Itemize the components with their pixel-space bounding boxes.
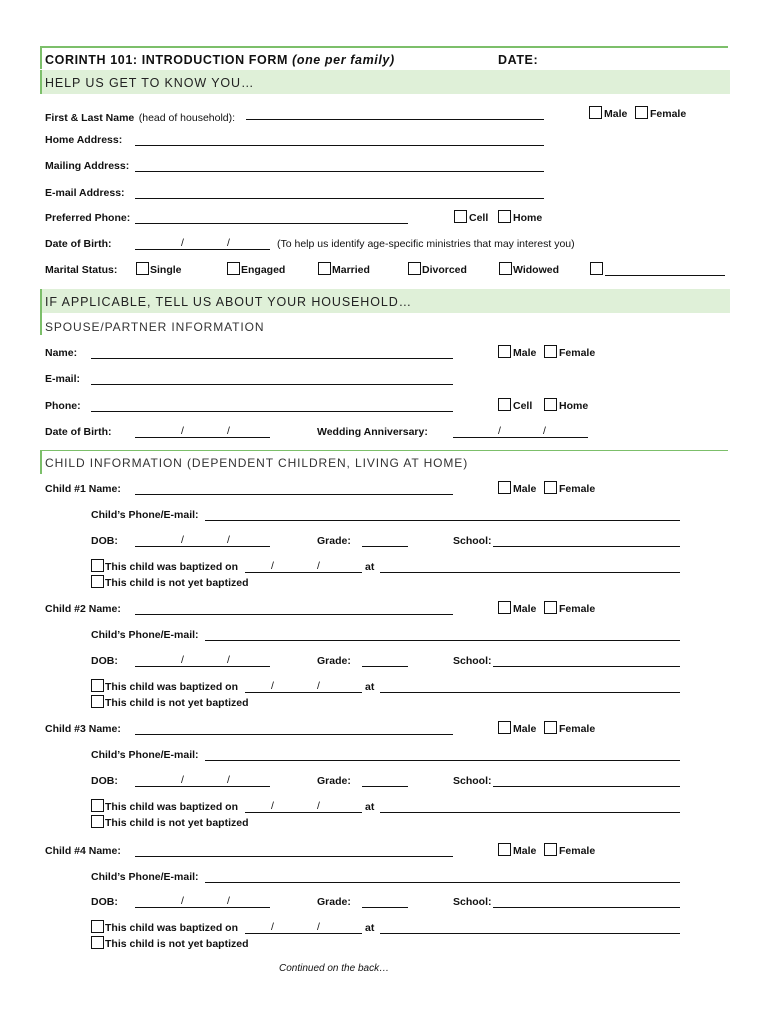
child-heading: CHILD INFORMATION (DEPENDENT CHILDREN, LIVING AT HOME) — [45, 456, 469, 470]
child-1-not-baptized-checkbox[interactable] — [91, 575, 104, 588]
marital-divorced-checkbox[interactable] — [408, 262, 421, 275]
child-4-school-field[interactable] — [493, 907, 680, 908]
home-address-field[interactable] — [135, 145, 544, 146]
child-1-baptized-place-field[interactable] — [380, 572, 680, 573]
child-1-phone-field[interactable] — [205, 520, 680, 521]
section-know-heading: HELP US GET TO KNOW YOU… — [45, 76, 255, 90]
form-title — [45, 53, 395, 67]
child-1-dob-field[interactable] — [135, 546, 270, 547]
email-address-label: E-mail Address: — [45, 187, 125, 199]
marital-widowed-label: Widowed — [513, 264, 559, 276]
child-2-baptized-label: This child was baptized on — [105, 681, 239, 693]
head-dob-slash-2: / — [227, 237, 230, 249]
child-2-at-label: at — [365, 681, 375, 693]
child-1-not-baptized-label: This child is not yet baptized — [105, 577, 249, 589]
child-1-baptized-date-field[interactable] — [245, 572, 362, 573]
child-4-baptized-slash-2: / — [317, 921, 320, 933]
head-name-label — [45, 108, 235, 126]
anniversary-slash-1: / — [498, 425, 501, 437]
child-4-female-checkbox[interactable] — [544, 843, 557, 856]
child-4-dob-slash-2: / — [227, 895, 230, 907]
child-3-grade-label: Grade: — [317, 775, 351, 787]
child-1-male-label: Male — [513, 483, 537, 495]
child-2-not-baptized-checkbox[interactable] — [91, 695, 104, 708]
marital-single-label: Single — [150, 264, 182, 276]
child-1-dob-slash-1: / — [181, 534, 184, 546]
marital-engaged-label: Engaged — [241, 264, 286, 276]
continued-note: Continued on the back… — [279, 963, 390, 974]
child-4-grade-label: Grade: — [317, 896, 351, 908]
child-1-school-label: School: — [453, 535, 492, 547]
spouse-name-field[interactable] — [91, 358, 453, 359]
marital-married-checkbox[interactable] — [318, 262, 331, 275]
spouse-home-label: Home — [559, 400, 589, 412]
child-3-male-checkbox[interactable] — [498, 721, 511, 734]
child-1-female-label: Female — [559, 483, 596, 495]
child-1-baptized-label: This child was baptized on — [105, 561, 239, 573]
spouse-home-checkbox[interactable] — [544, 398, 557, 411]
child-4-dob-slash-1: / — [181, 895, 184, 907]
child-2-phone-field[interactable] — [205, 640, 680, 641]
child-1-baptized-slash-1: / — [271, 560, 274, 572]
spouse-dob-field[interactable] — [135, 437, 270, 438]
spouse-heading: SPOUSE/PARTNER INFORMATION — [45, 320, 265, 334]
marital-engaged-checkbox[interactable] — [227, 262, 240, 275]
spouse-phone-label: Phone: — [45, 400, 81, 412]
child-3-dob-label: DOB: — [91, 775, 118, 787]
child-4-baptized-checkbox[interactable] — [91, 920, 104, 933]
child-1-dob-slash-2: / — [227, 534, 230, 546]
child-2-school-label: School: — [453, 655, 492, 667]
spouse-name-label: Name: — [45, 347, 78, 359]
child-1-phone-label: Child’s Phone/E-mail: — [91, 509, 199, 521]
child-2-baptized-slash-2: / — [317, 680, 320, 692]
child-2-female-label: Female — [559, 603, 596, 615]
child-2-female-checkbox[interactable] — [544, 601, 557, 614]
child-4-baptized-date-field[interactable] — [245, 933, 362, 934]
child-2-name-label: Child #2 Name: — [45, 603, 121, 615]
marital-divorced-label: Divorced — [422, 264, 467, 276]
marital-other-checkbox[interactable] — [590, 262, 603, 275]
child-3-not-baptized-label: This child is not yet baptized — [105, 817, 249, 829]
child-4-at-label: at — [365, 922, 375, 934]
child-1-name-label: Child #1 Name: — [45, 483, 121, 495]
section-household-heading: IF APPLICABLE, TELL US ABOUT YOUR HOUSEHOLD… — [45, 295, 413, 309]
child-top-rule — [40, 450, 728, 451]
child-3-baptized-place-field[interactable] — [380, 812, 680, 813]
child-4-baptized-label: This child was baptized on — [105, 922, 239, 934]
child-4-name-label: Child #4 Name: — [45, 845, 121, 857]
child-1-baptized-slash-2: / — [317, 560, 320, 572]
child-1-baptized-checkbox[interactable] — [91, 559, 104, 572]
form-title-note: (one per family) — [292, 53, 395, 67]
child-3-male-label: Male — [513, 723, 537, 735]
spouse-dob-slash-2: / — [227, 425, 230, 437]
head-dob-note: (To help us identify age-specific ministries that may interest you) — [277, 238, 575, 250]
child-3-dob-slash-1: / — [181, 774, 184, 786]
anniversary-label: Wedding Anniversary: — [317, 426, 428, 438]
head-dob-label: Date of Birth: — [45, 238, 112, 250]
head-name-label-note: (head of household): — [138, 112, 236, 124]
marital-married-label: Married — [332, 264, 370, 276]
child-3-female-label: Female — [559, 723, 596, 735]
child-1-female-checkbox[interactable] — [544, 481, 557, 494]
child-3-school-label: School: — [453, 775, 492, 787]
child-4-not-baptized-label: This child is not yet baptized — [105, 938, 249, 950]
head-home-label: Home — [513, 212, 543, 224]
child-1-at-label: at — [365, 561, 375, 573]
marital-widowed-checkbox[interactable] — [499, 262, 512, 275]
head-dob-slash-1: / — [181, 237, 184, 249]
child-3-name-label: Child #3 Name: — [45, 723, 121, 735]
head-male-label: Male — [604, 108, 628, 120]
child-2-baptized-slash-1: / — [271, 680, 274, 692]
marital-status-label: Marital Status: — [45, 264, 118, 276]
child-2-grade-field[interactable] — [362, 666, 408, 667]
child-1-grade-field[interactable] — [362, 546, 408, 547]
title-top-rule — [40, 46, 728, 48]
child-2-school-field[interactable] — [493, 666, 680, 667]
email-address-field[interactable] — [135, 198, 544, 199]
child-3-not-baptized-checkbox[interactable] — [91, 815, 104, 828]
spouse-female-label: Female — [559, 347, 596, 359]
marital-other-field[interactable] — [605, 275, 725, 276]
child-3-dob-field[interactable] — [135, 786, 270, 787]
child-4-phone-label: Child’s Phone/E-mail: — [91, 871, 199, 883]
child-3-school-field[interactable] — [493, 786, 680, 787]
spouse-email-label: E-mail: — [45, 373, 81, 385]
child-4-name-field[interactable] — [135, 856, 453, 857]
child-1-grade-label: Grade: — [317, 535, 351, 547]
child-4-grade-field[interactable] — [362, 907, 408, 908]
child-2-dob-slash-2: / — [227, 654, 230, 666]
spouse-cell-label: Cell — [513, 400, 533, 412]
spouse-phone-field[interactable] — [91, 411, 453, 412]
child-3-dob-slash-2: / — [227, 774, 230, 786]
spouse-male-label: Male — [513, 347, 537, 359]
child-3-at-label: at — [365, 801, 375, 813]
anniversary-slash-2: / — [543, 425, 546, 437]
child-3-baptized-date-field[interactable] — [245, 812, 362, 813]
form-title-text: CORINTH 101: INTRODUCTION FORM — [45, 53, 288, 67]
child-4-school-label: School: — [453, 896, 492, 908]
child-4-baptized-slash-1: / — [271, 921, 274, 933]
child-2-name-field[interactable] — [135, 614, 453, 615]
head-cell-checkbox[interactable] — [454, 210, 467, 223]
child-1-dob-label: DOB: — [91, 535, 118, 547]
child-2-not-baptized-label: This child is not yet baptized — [105, 697, 249, 709]
child-2-baptized-date-field[interactable] — [245, 692, 362, 693]
child-2-dob-field[interactable] — [135, 666, 270, 667]
head-dob-field[interactable] — [135, 249, 270, 250]
child-3-grade-field[interactable] — [362, 786, 408, 787]
child-3-baptized-label: This child was baptized on — [105, 801, 239, 813]
child-4-dob-field[interactable] — [135, 907, 270, 908]
child-2-baptized-place-field[interactable] — [380, 692, 680, 693]
child-4-female-label: Female — [559, 845, 596, 857]
head-name-label-bold: First & Last Name — [45, 112, 135, 124]
child-3-female-checkbox[interactable] — [544, 721, 557, 734]
preferred-phone-label: Preferred Phone: — [45, 212, 131, 224]
home-address-label: Home Address: — [45, 134, 123, 146]
spouse-dob-slash-1: / — [181, 425, 184, 437]
child-1-male-checkbox[interactable] — [498, 481, 511, 494]
spouse-female-checkbox[interactable] — [544, 345, 557, 358]
spouse-dob-label: Date of Birth: — [45, 426, 112, 438]
child-3-phone-label: Child’s Phone/E-mail: — [91, 749, 199, 761]
child-2-male-checkbox[interactable] — [498, 601, 511, 614]
child-4-not-baptized-checkbox[interactable] — [91, 936, 104, 949]
child-3-baptized-slash-1: / — [271, 800, 274, 812]
date-label: DATE: — [498, 53, 539, 67]
head-female-label: Female — [650, 108, 687, 120]
mailing-address-field[interactable] — [135, 171, 544, 172]
child-4-dob-label: DOB: — [91, 896, 118, 908]
child-2-dob-slash-1: / — [181, 654, 184, 666]
head-female-checkbox[interactable] — [635, 106, 648, 119]
spouse-email-field[interactable] — [91, 384, 453, 385]
anniversary-field[interactable] — [453, 437, 588, 438]
child-4-male-label: Male — [513, 845, 537, 857]
head-name-field[interactable] — [246, 119, 544, 120]
child-3-name-field[interactable] — [135, 734, 453, 735]
spouse-left-rule — [40, 313, 42, 335]
child-3-phone-field[interactable] — [205, 760, 680, 761]
head-male-checkbox[interactable] — [589, 106, 602, 119]
child-2-baptized-checkbox[interactable] — [91, 679, 104, 692]
child-2-male-label: Male — [513, 603, 537, 615]
child-2-dob-label: DOB: — [91, 655, 118, 667]
title-left-rule — [40, 47, 42, 69]
child-2-grade-label: Grade: — [317, 655, 351, 667]
spouse-male-checkbox[interactable] — [498, 345, 511, 358]
preferred-phone-field[interactable] — [135, 223, 408, 224]
child-1-name-field[interactable] — [135, 494, 453, 495]
child-1-school-field[interactable] — [493, 546, 680, 547]
child-3-baptized-slash-2: / — [317, 800, 320, 812]
child-2-phone-label: Child’s Phone/E-mail: — [91, 629, 199, 641]
mailing-address-label: Mailing Address: — [45, 160, 130, 172]
child-left-rule — [40, 450, 42, 474]
head-cell-label: Cell — [469, 212, 489, 224]
child-3-baptized-checkbox[interactable] — [91, 799, 104, 812]
child-4-baptized-place-field[interactable] — [380, 933, 680, 934]
child-4-male-checkbox[interactable] — [498, 843, 511, 856]
head-home-checkbox[interactable] — [498, 210, 511, 223]
child-4-phone-field[interactable] — [205, 882, 680, 883]
spouse-cell-checkbox[interactable] — [498, 398, 511, 411]
marital-single-checkbox[interactable] — [136, 262, 149, 275]
